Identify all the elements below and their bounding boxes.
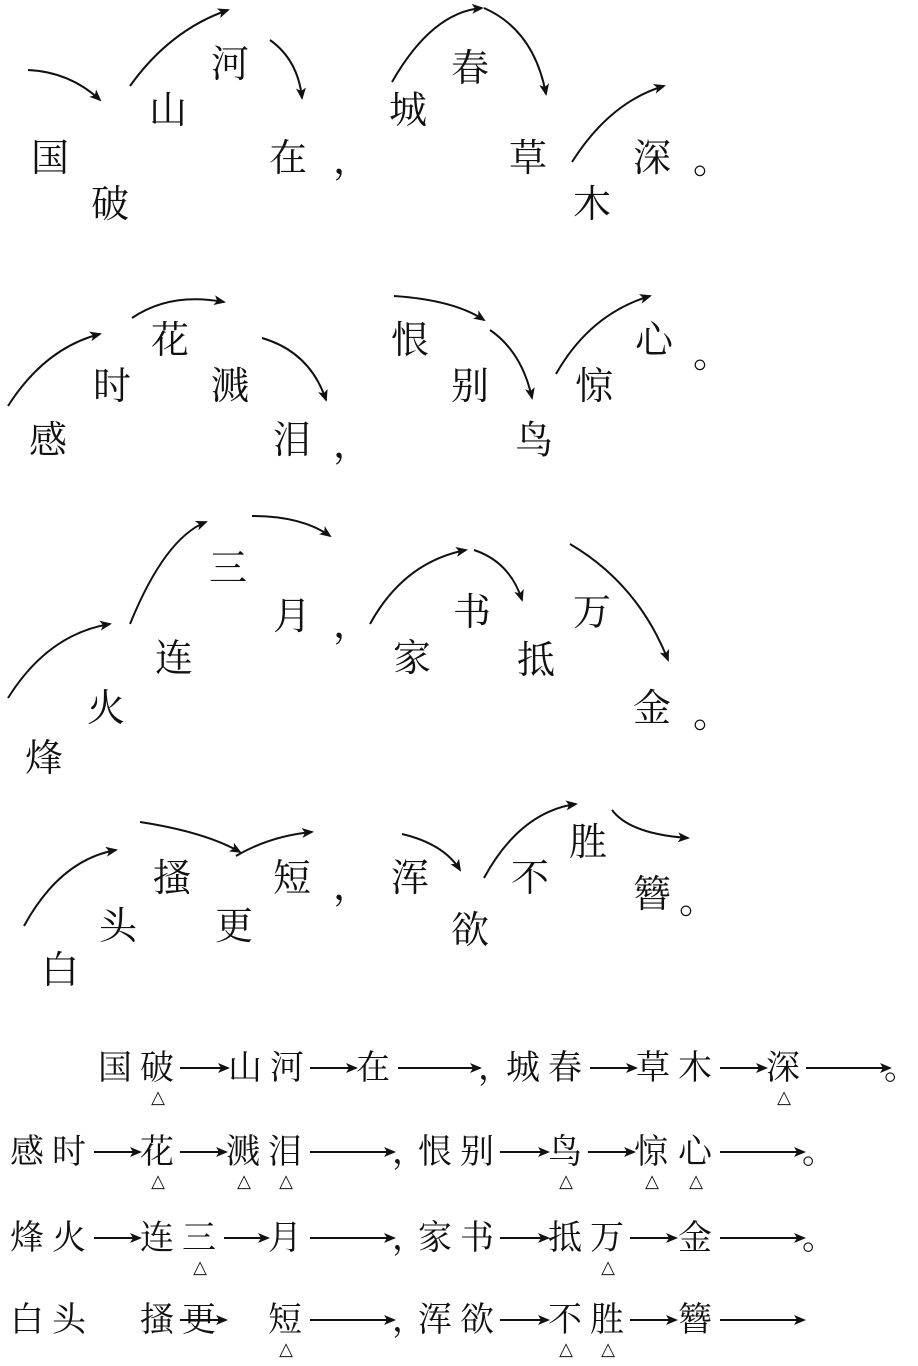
flow-char: 搔 xyxy=(140,1300,174,1340)
flow-char: 金 xyxy=(678,1218,712,1258)
flow-char: 木 xyxy=(678,1048,712,1088)
char-zan: 簪 xyxy=(632,872,671,916)
accent-mark-icon: △ xyxy=(559,1339,573,1360)
accent-mark-icon: △ xyxy=(601,1339,615,1360)
char-jian: 溅 xyxy=(210,364,249,408)
accent-mark-icon: △ xyxy=(151,1171,165,1192)
char-shu: 书 xyxy=(452,590,491,634)
arrow xyxy=(612,810,688,838)
accent-mark-icon: △ xyxy=(559,1171,573,1192)
char-jia: 家 xyxy=(392,636,431,680)
flow-char: 心 xyxy=(678,1132,712,1172)
arrow xyxy=(262,338,326,400)
char-zai: 在 xyxy=(268,136,307,180)
punct-comma: ， xyxy=(332,138,371,182)
punct-period: 。 xyxy=(678,878,717,922)
flow-char: 更 xyxy=(182,1300,216,1340)
flow-char: 抵 xyxy=(548,1218,582,1258)
char-guo: 国 xyxy=(30,136,69,180)
char-chun: 春 xyxy=(450,46,489,90)
char-xin: 心 xyxy=(634,318,673,362)
char-hun: 浑 xyxy=(390,856,429,900)
flow-punct: ， xyxy=(392,1300,426,1340)
flow-char: 在 xyxy=(356,1048,390,1088)
char-lei: 泪 xyxy=(272,418,311,462)
char-po: 破 xyxy=(90,182,129,226)
flow-char: 深 xyxy=(766,1048,800,1088)
flow-char: 山 xyxy=(228,1048,262,1088)
flow-char: 欲 xyxy=(460,1300,494,1340)
punct-comma: ， xyxy=(332,422,371,466)
arrow xyxy=(8,334,100,406)
flow-char: 烽 xyxy=(10,1218,44,1258)
arrow xyxy=(270,40,302,98)
flow-char: 火 xyxy=(52,1218,86,1258)
char-shen: 深 xyxy=(632,136,671,180)
flow-char: 泪 xyxy=(268,1132,302,1172)
flow-punct: ， xyxy=(392,1218,426,1258)
arrow xyxy=(236,832,312,856)
punct-comma: ， xyxy=(332,602,371,646)
char-tou: 头 xyxy=(98,904,137,948)
flow-char: 花 xyxy=(140,1132,174,1172)
char-geng: 更 xyxy=(214,904,253,948)
char-bie: 别 xyxy=(450,364,489,408)
accent-mark-icon: △ xyxy=(279,1339,293,1360)
accent-mark-icon: △ xyxy=(237,1171,251,1192)
char-cheng: 城 xyxy=(388,88,427,132)
flow-char: 破 xyxy=(140,1048,174,1088)
char-cao: 草 xyxy=(508,136,547,180)
accent-mark-icon: △ xyxy=(777,1087,791,1108)
arrow xyxy=(490,330,532,398)
flow-char: 别 xyxy=(460,1132,494,1172)
arrow xyxy=(252,516,330,536)
flow-punct: 。 xyxy=(884,1048,918,1088)
arrow xyxy=(28,70,100,100)
char-jing: 惊 xyxy=(574,364,613,408)
accent-mark-icon: △ xyxy=(645,1171,659,1192)
flow-char: 头 xyxy=(52,1300,86,1340)
flow-char: 连 xyxy=(140,1218,174,1258)
flow-char: 鸟 xyxy=(548,1132,582,1172)
arrow xyxy=(130,522,206,624)
char-di: 抵 xyxy=(516,638,555,682)
punct-comma: ， xyxy=(332,864,371,908)
flow-punct: 。 xyxy=(802,1218,836,1258)
flow-char: 溅 xyxy=(226,1132,260,1172)
flow-char: 河 xyxy=(270,1048,304,1088)
char-hen: 恨 xyxy=(390,318,429,362)
flow-char: 月 xyxy=(268,1218,302,1258)
punct-period: 。 xyxy=(692,138,731,182)
char-bu: 不 xyxy=(510,856,549,900)
accent-mark-icon: △ xyxy=(151,1087,165,1108)
punct-period: 。 xyxy=(692,692,731,736)
char-yu: 欲 xyxy=(450,908,489,952)
flow-punct: ， xyxy=(478,1048,512,1088)
flow-char: 簪 xyxy=(678,1300,712,1340)
flow-char: 家 xyxy=(418,1218,452,1258)
punct-period: 。 xyxy=(692,332,731,376)
flow-char: 白 xyxy=(10,1300,44,1340)
flow-char: 浑 xyxy=(418,1300,452,1340)
flow-char: 国 xyxy=(98,1048,132,1088)
char-yue: 月 xyxy=(272,594,311,638)
char-jin: 金 xyxy=(632,686,671,730)
char-hua: 花 xyxy=(150,318,189,362)
flow-char: 春 xyxy=(548,1048,582,1088)
flow-char: 不 xyxy=(548,1300,582,1340)
char-shan: 山 xyxy=(148,88,187,132)
flow-char: 恨 xyxy=(418,1132,452,1172)
flow-punct: ， xyxy=(392,1132,426,1172)
accent-mark-icon: △ xyxy=(601,1257,615,1278)
char-bai: 白 xyxy=(40,948,79,992)
char-huo: 火 xyxy=(86,686,125,730)
flow-char: 草 xyxy=(636,1048,670,1088)
arrow xyxy=(132,299,224,318)
flow-punct: 。 xyxy=(802,1132,836,1172)
flow-char: 短 xyxy=(268,1300,302,1340)
char-mu: 木 xyxy=(572,182,611,226)
char-he: 河 xyxy=(210,42,249,86)
arrow xyxy=(394,296,484,320)
arrow xyxy=(484,8,546,94)
flow-char: 感 xyxy=(10,1132,44,1172)
char-feng: 烽 xyxy=(24,736,63,780)
flow-char: 胜 xyxy=(590,1300,624,1340)
char-sheng: 胜 xyxy=(568,820,607,864)
char-sao: 搔 xyxy=(152,856,191,900)
accent-mark-icon: △ xyxy=(689,1171,703,1192)
char-gan: 感 xyxy=(28,418,67,462)
flow-char: 时 xyxy=(52,1132,86,1172)
char-niao: 鸟 xyxy=(514,418,553,462)
arrow xyxy=(140,822,240,852)
char-san: 三 xyxy=(208,546,247,590)
char-lian: 连 xyxy=(154,636,193,680)
char-duan: 短 xyxy=(272,856,311,900)
accent-mark-icon: △ xyxy=(193,1257,207,1278)
flow-char: 三 xyxy=(182,1218,216,1258)
accent-mark-icon: △ xyxy=(279,1171,293,1192)
flow-char: 惊 xyxy=(634,1132,668,1172)
flow-char: 万 xyxy=(590,1218,624,1258)
flow-char: 城 xyxy=(506,1048,540,1088)
char-wan: 万 xyxy=(572,590,611,634)
flow-char: 书 xyxy=(460,1218,494,1258)
char-shi: 时 xyxy=(92,364,131,408)
